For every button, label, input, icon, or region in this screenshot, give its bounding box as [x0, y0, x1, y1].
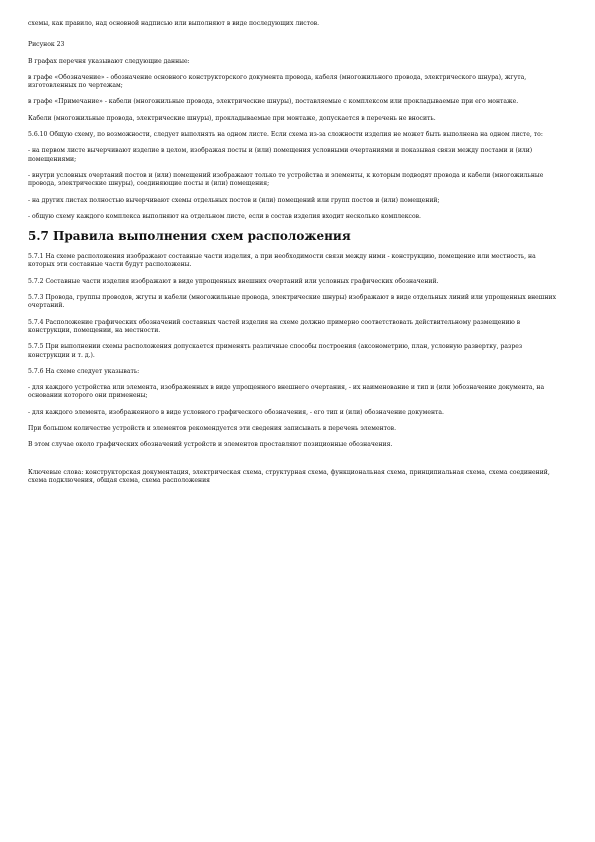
bullet-inside-outlines: - внутри условных очертаний постов и (или) помещений изображают только те устройства и элементы, к которым подводят провода и кабели (многожильные провода, электрические шнуры), соединяющие посты и (или) помещения; [28, 171, 544, 188]
cables-note-paragraph: Кабели (многожильные провода, электрические шнуры), прокладываемые при монтаже, допускается в перечень не вносить. [28, 114, 436, 122]
position-designations-paragraph: В этом случае около графических обозначений устройств и элементов проставляют позиционные обозначения. [28, 441, 393, 449]
designation-item: в графе «Обозначение» - обозначение основного конструкторского документа провода, кабеля (многожильного провода, электрического шнура), жгута, изготовленных по чертежам; [28, 73, 527, 90]
bullet-device-outline: - для каждого устройства или элемента, изображенных в виде упрощенного внешнего очертания, - их наименование и тип и (или )обозначение документа, на основании которого они применены; [28, 384, 545, 400]
bullet-element-symbol: - для каждого элемента, изображенного в виде условного графического обозначения, - его тип и (или) обозначение документа. [28, 408, 444, 416]
intro-paragraph: схемы, как правило, над основной надписью или выполняют в виде последующих листов. [28, 20, 320, 27]
figure-caption: Рисунок 23 [28, 41, 65, 49]
clause-5-7-5: 5.7.5 При выполнении схемы расположения допускается применять различные способы построения (аксонометрию, план, условную развертку, разрез конструкции и т. д.). [28, 343, 523, 359]
bullet-first-sheet: - на первом листе вычерчивают изделие в целом, изображая посты и (или) помещения условными очертаниями и показывая связи между постами и (или) помещениями; [28, 147, 533, 163]
note-item: в графе «Примечание» - кабели (многожильные провода, электрические шнуры), поставляемые с комплексом или прокладываемые при его монтаже. [28, 98, 519, 106]
many-elements-paragraph: При большом количестве устройств и элементов рекомендуется эти сведения записывать в перечень элементов. [28, 425, 397, 433]
clause-5-7-1: 5.7.1 На схеме расположения изображают составные части изделия, а при необходимости связи между ними - конструкцию, помещение или местность, на которых эти составные части будут расположены. [28, 253, 536, 269]
clause-5-7-4: 5.7.4 Расположение графических обозначений составных частей изделия на схеме должно примерно соответствовать действительному размещению в конструкции, помещении, на местности. [28, 318, 521, 334]
keywords-paragraph: Ключевые слова: конструкторская документация, электрическая схема, структурная схема, функциональная схема, принципиальная схема, схема соединений, схема подключения, общая схема, схема расположения [28, 468, 550, 484]
document-body [28, 20, 562, 493]
bullet-each-complex: - общую схему каждого комплекса выполняют на отдельном листе, если в состав изделия входит несколько комплексов. [28, 212, 421, 220]
clause-5-6-10: 5.6.10 Общую схему, по возможности, следует выполнять на одном листе. Если схема из-за сложности изделия не может быть выполнена на одном листе, то: [28, 131, 543, 139]
clause-5-7-6: 5.7.6 На схеме следует указывать: [28, 367, 140, 375]
clause-5-7-2: 5.7.2 Составные части изделия изображают в виде упрощенных внешних очертаний или условных графических обозначений. [28, 277, 439, 285]
clause-5-7-3: 5.7.3 Провода, группы проводов, жгуты и кабели (многожильные провода, электрические шнуры) изображают в виде отдельных линий или упрощенных внешних очертаний. [28, 294, 557, 310]
bullet-other-sheets: - на других листах полностью вычерчивают схемы отдельных постов и (или) помещений или групп постов и (или) помещений; [28, 196, 440, 204]
section-heading-5-7: 5.7 Правила выполнения схем расположения [28, 229, 351, 244]
list-intro-paragraph: В графах перечня указывают следующие данные: [28, 57, 190, 65]
